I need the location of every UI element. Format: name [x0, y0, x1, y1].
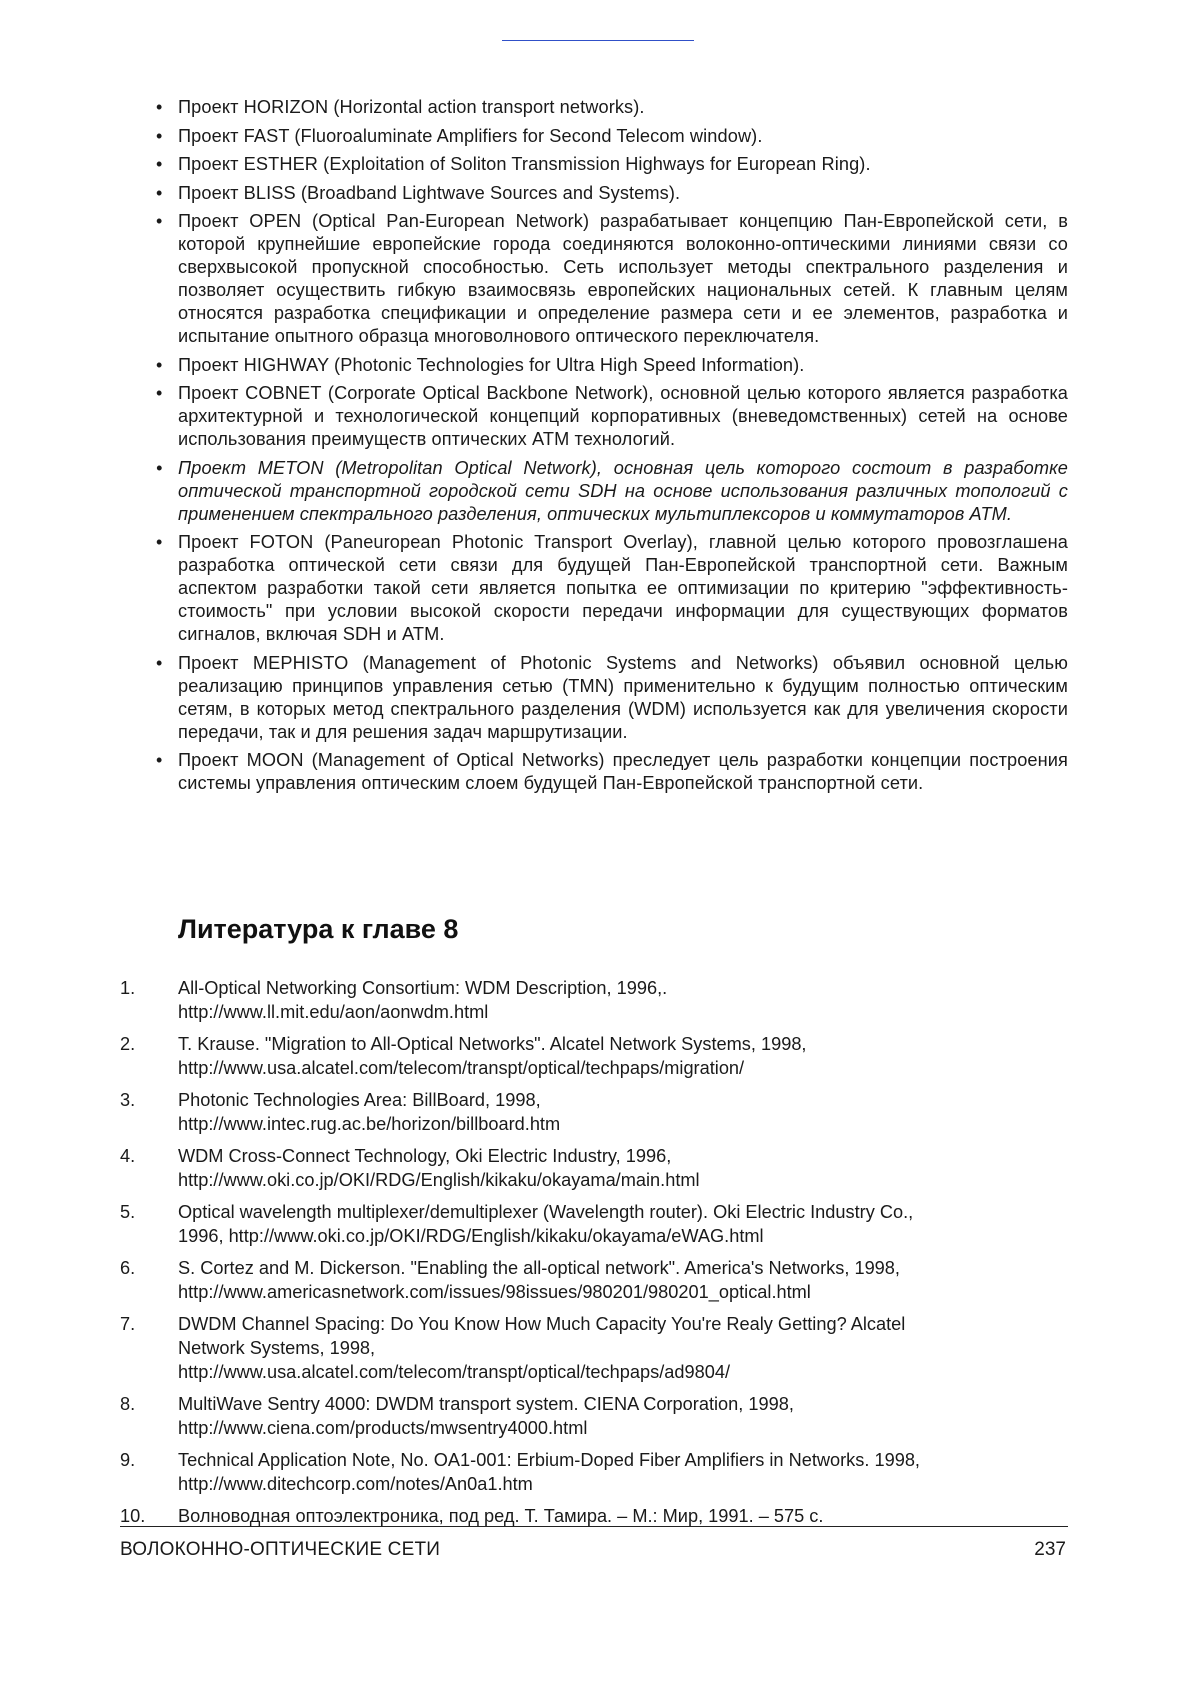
bullet-item: • Проект COBNET (Corporate Optical Backbone Network), основной целью которого является разработка архитектурной и технологической концепций корпоративных (вневедомственных) сетей на основе использования преимуществ оптических ATM технологий. [178, 382, 1068, 451]
bullet-item: • Проект MEPHISTO (Management of Photonic Systems and Networks) объявил основной целью реализацию принципов управления сетью (TMN) применительно к будущим полностью оптическим сетям, в которых метод спектрального разделения (WDM) используется как для увеличения скорости передачи, так и для решения задач маршрутизации. [178, 652, 1068, 744]
reference-number: 4. [120, 1146, 136, 1166]
bullet-item: • Проект OPEN (Optical Pan-European Network) разрабатывает концепцию Пан-Европейской сети, в которой крупнейшие европейские города соединяются волоконно-оптическими линиями связи со сверхвысокой пропускной способностью. Сеть использует методы спектрального разделения и позволяет осуществить гибкую взаимосвязь европейских национальных сетей. К главным целям относятся разработка спецификации и определение размера сети и ее элементов, разработка и испытание опытного образца многоволнового оптического переключателя. [178, 210, 1068, 348]
footer-rule [120, 1526, 1068, 1527]
reference-item [120, 1392, 1070, 1440]
reference-text-line: DWDM Channel Spacing: Do You Know How Much Capacity You're Realy Getting? Alcatel [178, 1314, 906, 1334]
reference-text-line: Photonic Technologies Area: BillBoard, 1998, [178, 1090, 541, 1110]
reference-item [120, 1200, 1070, 1248]
reference-item [120, 1144, 1070, 1192]
page-number: 237 [1034, 1539, 1066, 1560]
reference-item [120, 1312, 1070, 1384]
reference-item [120, 1032, 1070, 1080]
reference-text-line: http://www.americasnetwork.com/issues/98issues/980201/980201_optical.html [178, 1282, 811, 1302]
bullet-item: • Проект FOTON (Paneuropean Photonic Transport Overlay), главной целью которого провозглашена разработка оптической сети связи для будущей Пан-Европейской транспортной сети. Важным аспектом разработки такой сети является попытка ее оптимизации по критерию "эффективность-стоимость" при условии высокой скорости передачи информации для существующих форматов сигналов, включая SDH и ATM. [178, 531, 1068, 646]
reference-number: 5. [120, 1202, 136, 1222]
reference-text-line: Optical wavelength multiplexer/demultiplexer (Wavelength router). Oki Electric Industry Co., [178, 1202, 914, 1222]
reference-text-line: http://www.ll.mit.edu/aon/aonwdm.html [178, 1002, 489, 1022]
reference-text-line: T. Krause. "Migration to All-Optical Networks". Alcatel Network Systems, 1998, [178, 1034, 807, 1054]
reference-item [120, 976, 1070, 1024]
reference-item [120, 1504, 1070, 1528]
reference-item [120, 1256, 1070, 1304]
reference-text-line: http://www.usa.alcatel.com/telecom/transpt/optical/techpaps/migration/ [178, 1058, 745, 1078]
bullet-item: • Проект HORIZON (Horizontal action transport networks). [178, 96, 1068, 119]
references-list [120, 976, 1070, 1536]
bullet-item: • Проект BLISS (Broadband Lightwave Sources and Systems). [178, 182, 1068, 205]
reference-item [120, 1448, 1070, 1496]
reference-number: 1. [120, 978, 136, 998]
reference-number: 2. [120, 1034, 136, 1054]
bullet-item: • Проект HIGHWAY (Photonic Technologies for Ultra High Speed Information). [178, 354, 1068, 377]
bullet-item: • Проект METON (Metropolitan Optical Network), основная цель которого состоит в разработке оптической транспортной городской сети SDH на основе использования различных топологий с применением спектрального разделения, оптических мультиплексоров и коммутаторов ATM. [178, 457, 1068, 526]
reference-number: 8. [120, 1394, 136, 1414]
top-rule [502, 40, 694, 41]
reference-number: 9. [120, 1450, 136, 1470]
reference-text-line: Technical Application Note, No. OA1-001: Erbium-Doped Fiber Amplifiers in Networks. 1998, [178, 1450, 920, 1470]
reference-text-line: All-Optical Networking Consortium: WDM Description, 1996,. [178, 978, 668, 998]
reference-text-line: 1996, http://www.oki.co.jp/OKI/RDG/English/kikaku/okayama/eWAG.html [178, 1226, 764, 1246]
reference-text-line: http://www.ciena.com/products/mwsentry4000.html [178, 1418, 588, 1438]
reference-number: 7. [120, 1314, 136, 1334]
reference-number: 3. [120, 1090, 136, 1110]
bullet-item: • Проект MOON (Management of Optical Networks) преследует цель разработки концепции построения системы управления оптическим слоем будущей Пан-Европейской транспортной сети. [178, 749, 1068, 795]
project-bullet-list [178, 96, 1068, 801]
reference-text-line: http://www.oki.co.jp/OKI/RDG/English/kikaku/okayama/main.html [178, 1170, 700, 1190]
reference-text-line: Волноводная оптоэлектроника, под ред. Т. Тамира. – М.: Мир, 1991. – 575 с. [178, 1506, 824, 1526]
reference-text-line: WDM Cross-Connect Technology, Oki Electric Industry, 1996, [178, 1146, 672, 1166]
reference-text-line: http://www.ditechcorp.com/notes/An0a1.htm [178, 1474, 533, 1494]
reference-number: 6. [120, 1258, 136, 1278]
bullet-item: • Проект FAST (Fluoroaluminate Amplifiers for Second Telecom window). [178, 125, 1068, 148]
references-heading: Литература к главе 8 [178, 914, 459, 944]
reference-text-line: S. Cortez and M. Dickerson. "Enabling the all-optical network". America's Networks, 1998, [178, 1258, 900, 1278]
reference-item [120, 1088, 1070, 1136]
reference-text-line: http://www.intec.rug.ac.be/horizon/billboard.htm [178, 1114, 561, 1134]
reference-text-line: Network Systems, 1998, [178, 1338, 376, 1358]
reference-text-line: MultiWave Sentry 4000: DWDM transport system. CIENA Corporation, 1998, [178, 1394, 794, 1414]
reference-number: 10. [120, 1506, 146, 1526]
reference-text-line: http://www.usa.alcatel.com/telecom/transpt/optical/techpaps/ad9804/ [178, 1362, 730, 1382]
footer-book-title: ВОЛОКОННО-ОПТИЧЕСКИЕ СЕТИ [120, 1539, 441, 1560]
bullet-item: • Проект ESTHER (Exploitation of Soliton Transmission Highways for European Ring). [178, 153, 1068, 176]
